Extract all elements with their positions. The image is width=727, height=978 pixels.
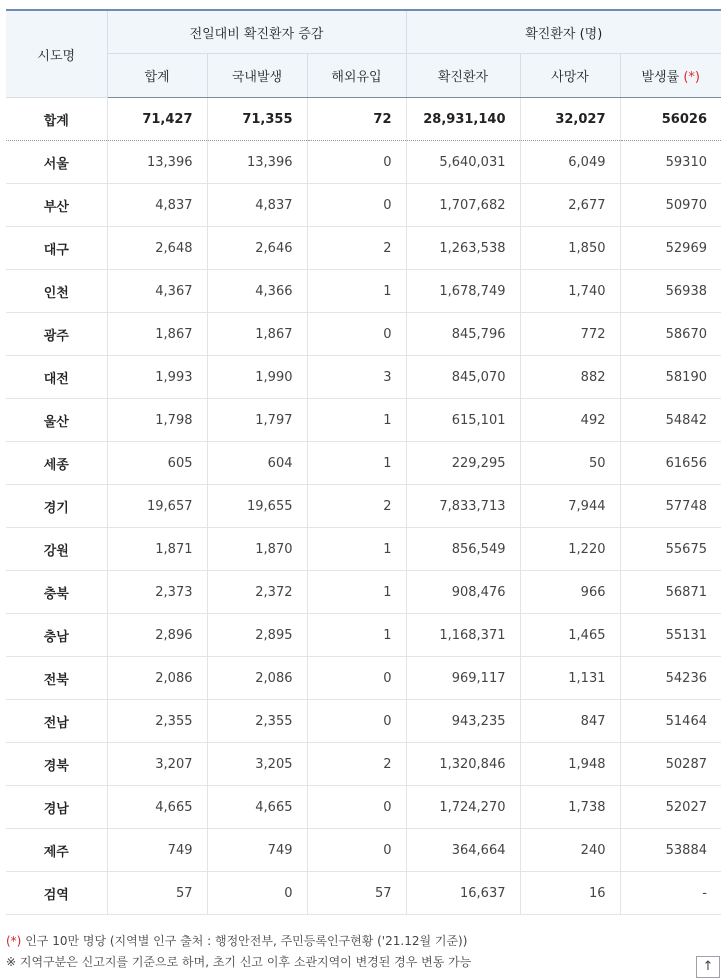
header-rate-marker: (*) [683, 70, 700, 85]
cell-domestic: 1,870 [207, 528, 307, 571]
cell-region: 충남 [6, 614, 107, 657]
cell-domestic: 4,366 [207, 270, 307, 313]
cell-region: 강원 [6, 528, 107, 571]
table-row [6, 786, 721, 829]
cell-total: 3,207 [107, 743, 207, 786]
cell-confirmed: 28,931,140 [406, 98, 520, 141]
cell-deaths: 50 [520, 442, 620, 485]
cell-region: 경북 [6, 743, 107, 786]
cell-total: 4,665 [107, 786, 207, 829]
cell-deaths: 7,944 [520, 485, 620, 528]
cell-total: 2,355 [107, 700, 207, 743]
cell-total: 749 [107, 829, 207, 872]
cell-deaths: 492 [520, 399, 620, 442]
cell-region: 광주 [6, 313, 107, 356]
cell-deaths: 1,740 [520, 270, 620, 313]
header-total: 합계 [107, 54, 207, 98]
cell-domestic: 1,990 [207, 356, 307, 399]
header-deaths: 사망자 [520, 54, 620, 98]
cell-confirmed: 229,295 [406, 442, 520, 485]
cell-domestic: 2,355 [207, 700, 307, 743]
table-row [6, 184, 721, 227]
cell-imported: 0 [307, 313, 406, 356]
cell-deaths: 1,131 [520, 657, 620, 700]
cell-deaths: 1,465 [520, 614, 620, 657]
cell-imported: 0 [307, 700, 406, 743]
cell-region: 검역 [6, 872, 107, 915]
cell-deaths: 966 [520, 571, 620, 614]
cell-confirmed: 1,724,270 [406, 786, 520, 829]
cell-rate: 52027 [620, 786, 721, 829]
footnote-region: ※ 지역구분은 신고지를 기준으로 하며, 초기 신고 이후 소관지역이 변경된 경우 변동 가능 [6, 955, 472, 969]
cell-imported: 1 [307, 614, 406, 657]
cell-region: 인천 [6, 270, 107, 313]
cell-rate: 57748 [620, 485, 721, 528]
cell-total: 1,871 [107, 528, 207, 571]
cell-deaths: 847 [520, 700, 620, 743]
cell-region: 전남 [6, 700, 107, 743]
cell-total: 1,867 [107, 313, 207, 356]
cell-rate: 55675 [620, 528, 721, 571]
cell-confirmed: 969,117 [406, 657, 520, 700]
cell-deaths: 1,738 [520, 786, 620, 829]
cell-total: 4,367 [107, 270, 207, 313]
cell-rate: 53884 [620, 829, 721, 872]
cell-domestic: 749 [207, 829, 307, 872]
cell-total: 1,993 [107, 356, 207, 399]
cell-rate: 56938 [620, 270, 721, 313]
header-rate [620, 54, 721, 98]
cell-domestic: 0 [207, 872, 307, 915]
cell-domestic: 604 [207, 442, 307, 485]
cell-rate: 59310 [620, 141, 721, 184]
cell-region: 세종 [6, 442, 107, 485]
cell-total: 2,648 [107, 227, 207, 270]
cell-rate: 58670 [620, 313, 721, 356]
table-row [6, 356, 721, 399]
cell-domestic: 13,396 [207, 141, 307, 184]
table-row [6, 141, 721, 184]
cell-confirmed: 16,637 [406, 872, 520, 915]
cell-imported: 0 [307, 657, 406, 700]
cell-confirmed: 1,263,538 [406, 227, 520, 270]
cell-imported: 2 [307, 227, 406, 270]
cell-imported: 57 [307, 872, 406, 915]
cell-domestic: 3,205 [207, 743, 307, 786]
cell-domestic: 4,837 [207, 184, 307, 227]
cell-confirmed: 856,549 [406, 528, 520, 571]
cell-total: 71,427 [107, 98, 207, 141]
footnote-population [6, 931, 471, 952]
cell-domestic: 2,895 [207, 614, 307, 657]
cell-total: 1,798 [107, 399, 207, 442]
cell-domestic: 1,867 [207, 313, 307, 356]
cell-deaths: 240 [520, 829, 620, 872]
footnote-population-text: 인구 10만 명당 (지역별 인구 출처 : 행정안전부, 주민등록인구현황 ('21.12월 기준)) [21, 934, 468, 948]
cell-confirmed: 1,707,682 [406, 184, 520, 227]
cell-deaths: 1,220 [520, 528, 620, 571]
table-row [6, 227, 721, 270]
cell-rate: - [620, 872, 721, 915]
cell-imported: 0 [307, 786, 406, 829]
footnotes [6, 931, 471, 973]
cell-deaths: 1,850 [520, 227, 620, 270]
cell-confirmed: 1,168,371 [406, 614, 520, 657]
cell-deaths: 32,027 [520, 98, 620, 141]
cell-region: 서울 [6, 141, 107, 184]
header-imported: 해외유입 [307, 54, 406, 98]
cell-imported: 0 [307, 829, 406, 872]
cell-region: 충북 [6, 571, 107, 614]
cell-imported: 2 [307, 743, 406, 786]
cell-deaths: 772 [520, 313, 620, 356]
cell-confirmed: 908,476 [406, 571, 520, 614]
table-row [6, 872, 721, 915]
cell-deaths: 2,677 [520, 184, 620, 227]
cell-domestic: 4,665 [207, 786, 307, 829]
cell-domestic: 1,797 [207, 399, 307, 442]
cell-region: 합계 [6, 98, 107, 141]
cell-confirmed: 943,235 [406, 700, 520, 743]
cell-imported: 1 [307, 399, 406, 442]
header-rate-label: 발생률 [641, 70, 680, 85]
cell-imported: 72 [307, 98, 406, 141]
cell-imported: 1 [307, 571, 406, 614]
cell-total: 605 [107, 442, 207, 485]
cell-deaths: 6,049 [520, 141, 620, 184]
cell-rate: 50970 [620, 184, 721, 227]
cell-confirmed: 7,833,713 [406, 485, 520, 528]
cell-imported: 3 [307, 356, 406, 399]
cell-total: 19,657 [107, 485, 207, 528]
cell-domestic: 2,086 [207, 657, 307, 700]
cell-total: 2,373 [107, 571, 207, 614]
cell-region: 대구 [6, 227, 107, 270]
header-domestic: 국내발생 [207, 54, 307, 98]
header-group-increase: 전일대비 확진환자 증감 [107, 10, 406, 54]
cell-region: 경기 [6, 485, 107, 528]
cell-imported: 1 [307, 270, 406, 313]
cell-region: 제주 [6, 829, 107, 872]
cell-region: 부산 [6, 184, 107, 227]
cell-rate: 55131 [620, 614, 721, 657]
cell-domestic: 2,646 [207, 227, 307, 270]
table-row [6, 657, 721, 700]
header-region: 시도명 [6, 10, 107, 98]
cell-deaths: 882 [520, 356, 620, 399]
cell-confirmed: 845,070 [406, 356, 520, 399]
table-row [6, 614, 721, 657]
cell-confirmed: 615,101 [406, 399, 520, 442]
table-row [6, 528, 721, 571]
cell-rate: 54842 [620, 399, 721, 442]
scroll-top-button[interactable] [696, 956, 720, 978]
table-row-total [6, 98, 721, 141]
cell-total: 13,396 [107, 141, 207, 184]
footnote-marker: (*) [6, 934, 22, 948]
cell-confirmed: 364,664 [406, 829, 520, 872]
cell-rate: 56026 [620, 98, 721, 141]
cell-confirmed: 1,678,749 [406, 270, 520, 313]
table-row [6, 485, 721, 528]
table-row [6, 442, 721, 485]
cell-region: 경남 [6, 786, 107, 829]
cell-total: 2,086 [107, 657, 207, 700]
table-body [6, 98, 721, 915]
covid-region-table-container [6, 9, 721, 915]
cell-domestic: 2,372 [207, 571, 307, 614]
cell-imported: 0 [307, 141, 406, 184]
cell-rate: 50287 [620, 743, 721, 786]
header-confirmed: 확진환자 [406, 54, 520, 98]
table-row [6, 571, 721, 614]
cell-rate: 52969 [620, 227, 721, 270]
cell-imported: 1 [307, 442, 406, 485]
cell-rate: 51464 [620, 700, 721, 743]
table-row [6, 700, 721, 743]
arrow-up-icon: ↑ [702, 959, 714, 974]
cell-region: 전북 [6, 657, 107, 700]
table-row [6, 829, 721, 872]
cell-deaths: 16 [520, 872, 620, 915]
cell-confirmed: 1,320,846 [406, 743, 520, 786]
cell-deaths: 1,948 [520, 743, 620, 786]
cell-rate: 56871 [620, 571, 721, 614]
cell-confirmed: 5,640,031 [406, 141, 520, 184]
cell-total: 2,896 [107, 614, 207, 657]
covid-region-table [6, 9, 721, 915]
cell-rate: 54236 [620, 657, 721, 700]
cell-domestic: 19,655 [207, 485, 307, 528]
cell-confirmed: 845,796 [406, 313, 520, 356]
cell-imported: 0 [307, 184, 406, 227]
table-row [6, 399, 721, 442]
table-row [6, 743, 721, 786]
cell-imported: 2 [307, 485, 406, 528]
cell-total: 4,837 [107, 184, 207, 227]
cell-total: 57 [107, 872, 207, 915]
table-row [6, 313, 721, 356]
cell-imported: 1 [307, 528, 406, 571]
header-group-cases: 확진환자 (명) [406, 10, 721, 54]
cell-region: 울산 [6, 399, 107, 442]
cell-region: 대전 [6, 356, 107, 399]
table-row [6, 270, 721, 313]
cell-rate: 58190 [620, 356, 721, 399]
cell-rate: 61656 [620, 442, 721, 485]
cell-domestic: 71,355 [207, 98, 307, 141]
